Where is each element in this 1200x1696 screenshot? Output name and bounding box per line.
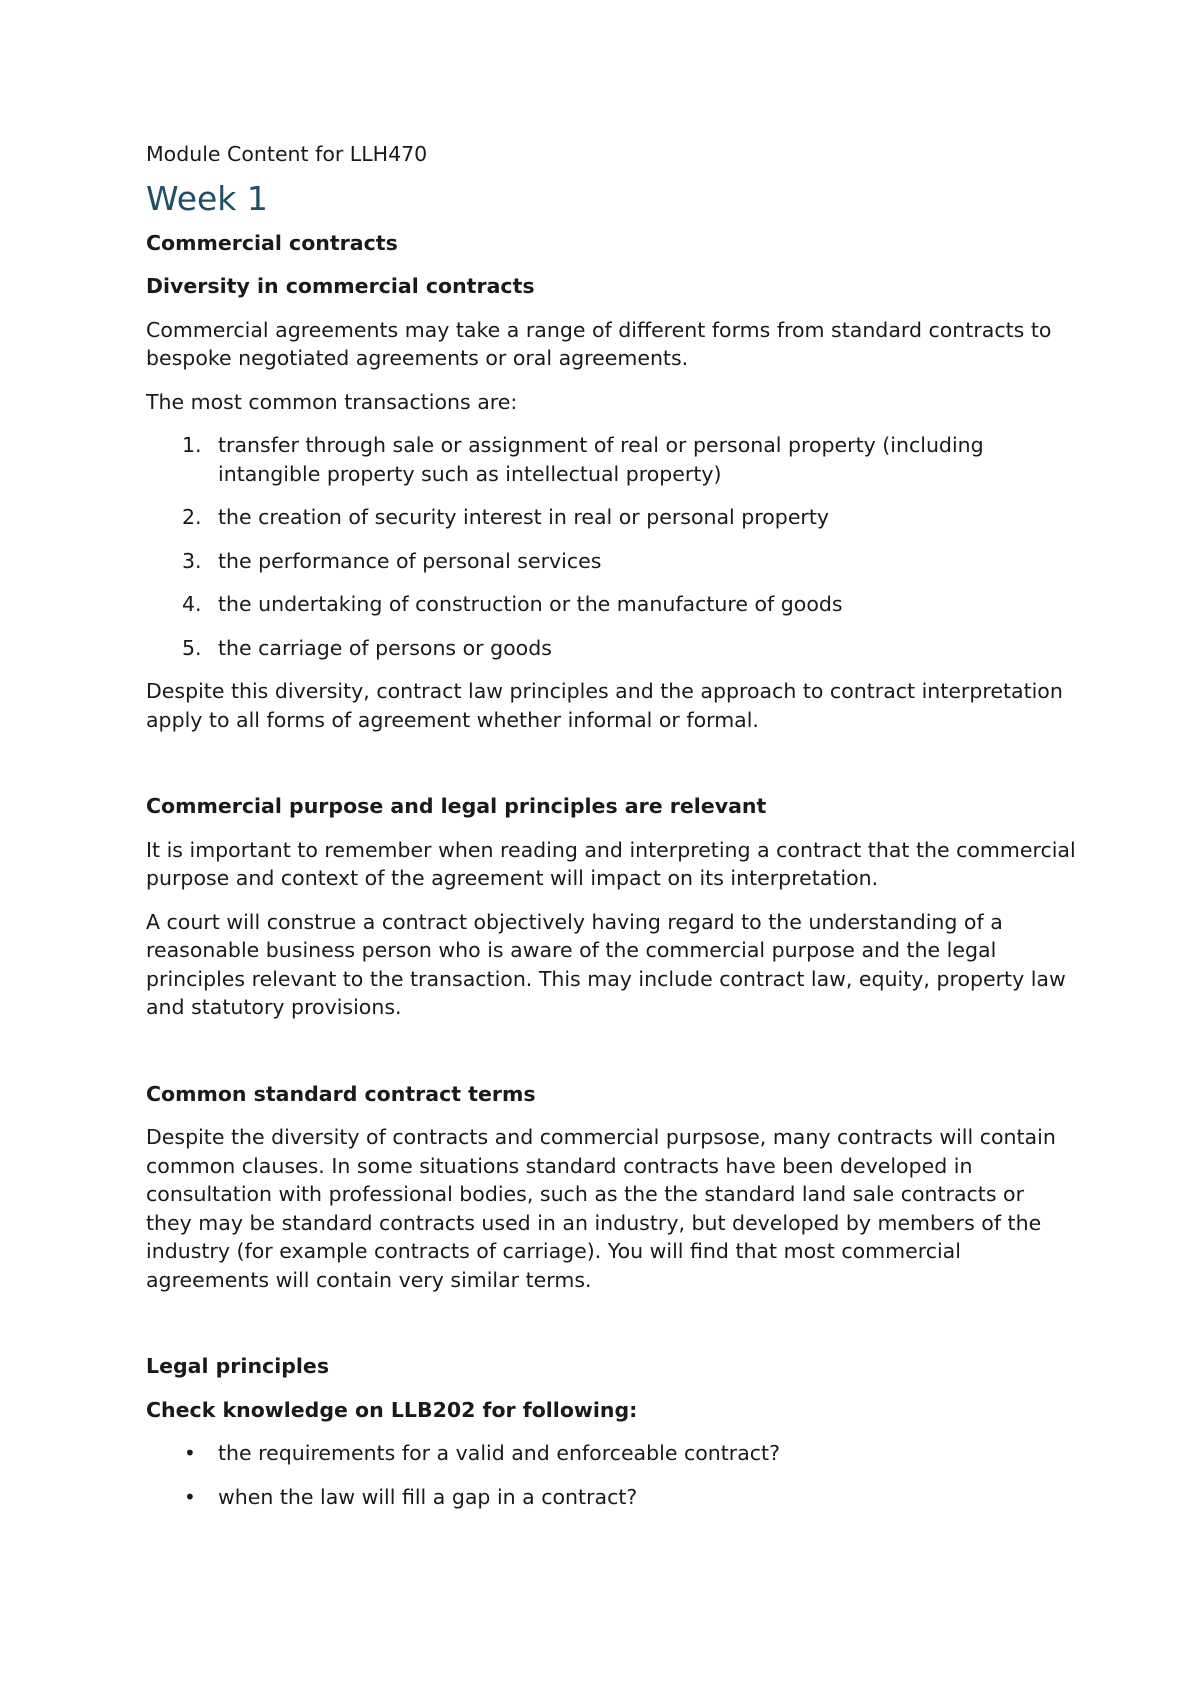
section-spacer <box>146 1309 1076 1352</box>
transactions-list <box>146 431 1076 662</box>
list-number: 3. <box>182 548 202 573</box>
list-item-text: the carriage of persons or goods <box>218 635 552 660</box>
section-spacer <box>146 1037 1076 1080</box>
list-item <box>146 503 1076 532</box>
list-item <box>146 547 1076 576</box>
diversity-paragraph-2: The most common transactions are: <box>146 389 518 414</box>
list-item-text: the performance of personal services <box>218 548 602 573</box>
list-item-text: transfer through sale or assignment of real or personal property (including intangible property such as intellectual property) <box>218 433 984 486</box>
standard-terms-paragraph: Despite the diversity of contracts and commercial purpsose, many contracts will contain common clauses. In some situations standard contracts have been developed in consultation with professional bodies, such as the the standard land sale contracts or they may be standard contracts used in an industry, but developed by members of the industry (for example contracts of carriage). You will find that most commercial agreements will contain very similar terms. <box>146 1125 1056 1292</box>
list-number: 4. <box>182 592 202 616</box>
list-number: 1. <box>182 433 202 457</box>
legal-principles-heading: Legal principles <box>146 1354 330 1378</box>
list-item <box>146 1483 1076 1512</box>
list-item <box>146 431 1076 488</box>
list-item <box>146 634 1076 663</box>
purpose-heading: Commercial purpose and legal principles are relevant <box>146 794 767 818</box>
bullet-icon: • <box>184 1441 196 1465</box>
week-title: Week 1 <box>146 178 268 218</box>
list-number: 5. <box>182 635 202 660</box>
bullet-icon: • <box>184 1484 196 1509</box>
purpose-paragraph-2: A court will construe a contract objectively having regard to the understanding of a reasonable business person who is aware of the commercial purpose and the legal principles relevant to the transaction. This may include contract law, equity, property law and statutory provisions. <box>146 909 1066 1019</box>
check-knowledge-heading: Check knowledge on LLB202 for following: <box>146 1397 638 1422</box>
course-line: Module Content for LLH470 <box>146 142 428 166</box>
list-item-text: the creation of security interest in real or personal property <box>218 505 830 529</box>
diversity-paragraph-1: Commercial agreements may take a range of different forms from standard contracts to bespoke negotiated agreements or oral agreements. <box>146 317 1052 370</box>
list-item-text: when the law will fill a gap in a contract? <box>218 1484 638 1509</box>
purpose-paragraph-1: It is important to remember when reading and interpreting a contract that the commercial purpose and context of the agreement will impact on its interpretation. <box>146 837 1076 890</box>
list-item <box>146 1439 1076 1468</box>
diversity-paragraph-3: Despite this diversity, contract law principles and the approach to contract interpretation apply to all forms of agreement whether informal or formal. <box>146 679 1063 732</box>
list-item-text: the undertaking of construction or the manufacture of goods <box>218 592 843 616</box>
list-item <box>146 590 1076 619</box>
knowledge-check-list <box>146 1439 1076 1511</box>
document-page <box>146 140 1076 1526</box>
list-number: 2. <box>182 505 202 529</box>
list-item-text: the requirements for a valid and enforceable contract? <box>218 1441 780 1465</box>
diversity-heading: Diversity in commercial contracts <box>146 274 535 298</box>
standard-terms-heading: Common standard contract terms <box>146 1081 536 1106</box>
section-title: Commercial contracts <box>146 230 398 255</box>
section-spacer <box>146 749 1076 792</box>
